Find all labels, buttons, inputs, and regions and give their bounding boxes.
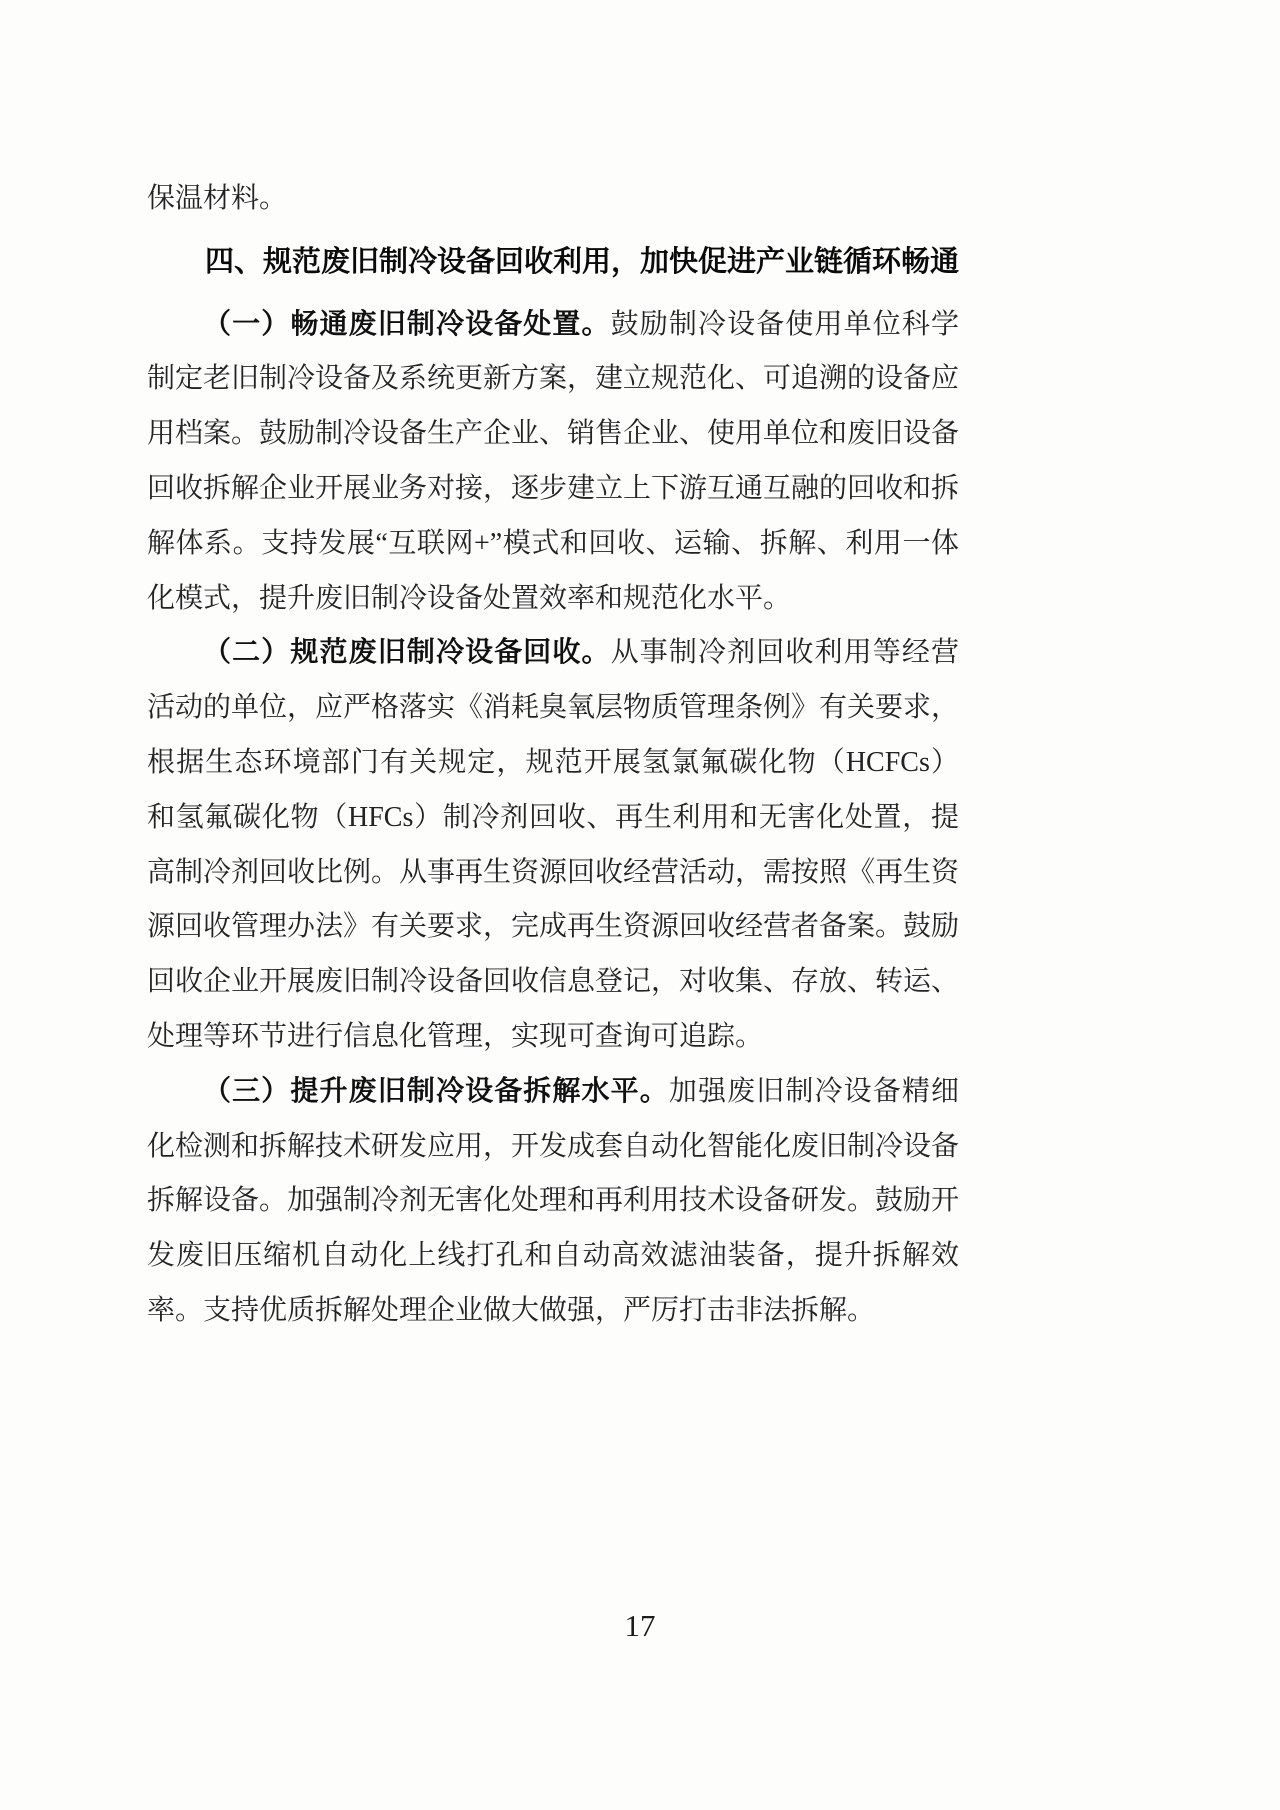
paragraph-1-text: 鼓励制冷设备使用单位科学制定老旧制冷设备及系统更新方案，建立规范化、可追溯的设备应用档案。鼓励制冷设备生产企业、销售企业、使用单位和废旧设备回收拆解企业开展业务对接，逐步建立上下游互通互融的回收和拆解体系。支持发展“互联网+”模式和回收、运输、拆解、利用一体化模式，提升废旧制冷设备处置效率和规范化水平。 xyxy=(147,308,960,614)
paragraph-3-text: 加强废旧制冷设备精细化检测和拆解技术研发应用，开发成套自动化智能化废旧制冷设备拆解设备。加强制冷剂无害化处理和再利用技术设备研发。鼓励开发废旧压缩机自动化上线打孔和自动高效滤油装备，提升拆解效率。支持优质拆解处理企业做大做强，严厉打击非法拆解。 xyxy=(147,1075,960,1326)
paragraph-3-lead: （三）提升废旧制冷设备拆解水平。 xyxy=(203,1075,669,1107)
paragraph-2-lead: （二）规范废旧制冷设备回收。 xyxy=(203,637,611,669)
paragraph-1-lead: （一）畅通废旧制冷设备处置。 xyxy=(203,308,611,340)
paragraph-1 xyxy=(147,298,959,627)
paragraph-2-text: 从事制冷剂回收利用等经营活动的单位，应严格落实《消耗臭氧层物质管理条例》有关要求，根据生态环境部门有关规定，规范开展氢氯氟碳化物（HCFCs）和氢氟碳化物（HFCs）制冷剂回收、再生利用和无害化处置，提高制冷剂回收比例。从事再生资源回收经营活动，需按照《再生资源回收管理办法》有关要求，完成再生资源回收经营者备案。鼓励回收企业开展废旧制冷设备回收信息登记，对收集、存放、转运、处理等环节进行信息化管理，实现可查询可追踪。 xyxy=(147,637,960,1052)
document-body xyxy=(147,172,959,1339)
section-heading: 四、规范废旧制冷设备回收利用，加快促进产业链循环畅通 xyxy=(205,245,960,278)
paragraph-continuation: 保温材料。 xyxy=(147,183,288,214)
paragraph-3 xyxy=(147,1065,959,1339)
page-number: 17 xyxy=(624,1608,656,1643)
paragraph-2 xyxy=(147,626,959,1064)
